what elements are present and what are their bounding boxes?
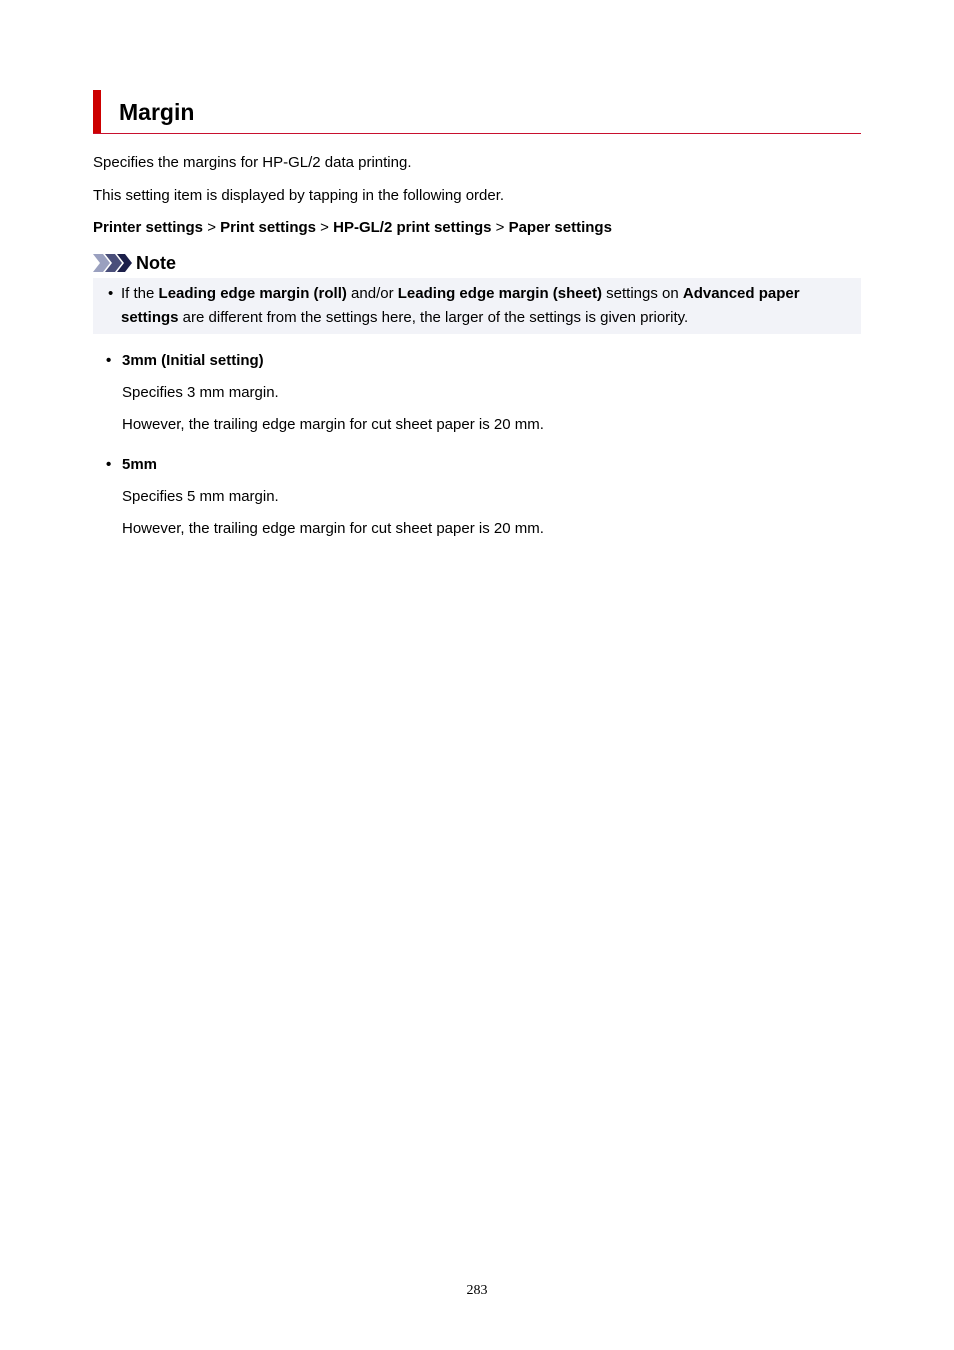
note-text-line-2 xyxy=(121,309,688,327)
note-text: settings on xyxy=(601,285,683,302)
note-setting-advanced-paper: Advanced paper xyxy=(682,285,800,302)
note-text-line-1 xyxy=(121,285,800,303)
path-step-hpgl2-print-settings: HP-GL/2 print settings xyxy=(333,219,492,236)
path-separator: > xyxy=(207,219,216,236)
path-separator: > xyxy=(495,219,505,236)
note-text: and/or xyxy=(346,285,398,302)
note-text: are different from the settings here, the larger of the settings is given priority. xyxy=(178,309,689,326)
page-number: 283 xyxy=(466,1283,488,1298)
option-bullet: • xyxy=(106,352,112,369)
note-box xyxy=(93,278,861,334)
option-5mm-description: Specifies 5 mm margin. xyxy=(122,488,279,505)
note-chevrons-icon xyxy=(93,254,133,272)
note-setting-advanced-paper-cont: settings xyxy=(121,309,179,326)
page-title: Margin xyxy=(119,99,195,125)
intro-paragraph: Specifies the margins for HP-GL/2 data printing. xyxy=(93,154,412,171)
note-label: Note xyxy=(136,253,176,273)
path-step-printer-settings: Printer settings xyxy=(93,219,204,236)
path-step-print-settings: Print settings xyxy=(220,219,316,236)
path-step-paper-settings: Paper settings xyxy=(508,219,612,236)
option-5mm-title: 5mm xyxy=(122,456,158,473)
option-5mm-trailing-note: However, the trailing edge margin for cut sheet paper is 20 mm. xyxy=(122,520,544,537)
note-text: If the xyxy=(121,285,159,302)
option-3mm-description: Specifies 3 mm margin. xyxy=(122,384,279,401)
menu-path xyxy=(93,219,612,237)
section-heading xyxy=(93,90,861,134)
note-setting-leading-edge-sheet: Leading edge margin (sheet) xyxy=(397,285,602,302)
heading-accent-bar xyxy=(93,90,101,133)
order-paragraph: This setting item is displayed by tapping in the following order. xyxy=(93,187,505,204)
note-bullet: • xyxy=(108,285,114,302)
note-setting-leading-edge-roll: Leading edge margin (roll) xyxy=(158,285,347,302)
option-3mm-title: 3mm (Initial setting) xyxy=(122,352,264,369)
option-3mm-trailing-note: However, the trailing edge margin for cut sheet paper is 20 mm. xyxy=(122,416,544,433)
option-bullet: • xyxy=(106,456,112,473)
path-separator: > xyxy=(320,219,329,236)
